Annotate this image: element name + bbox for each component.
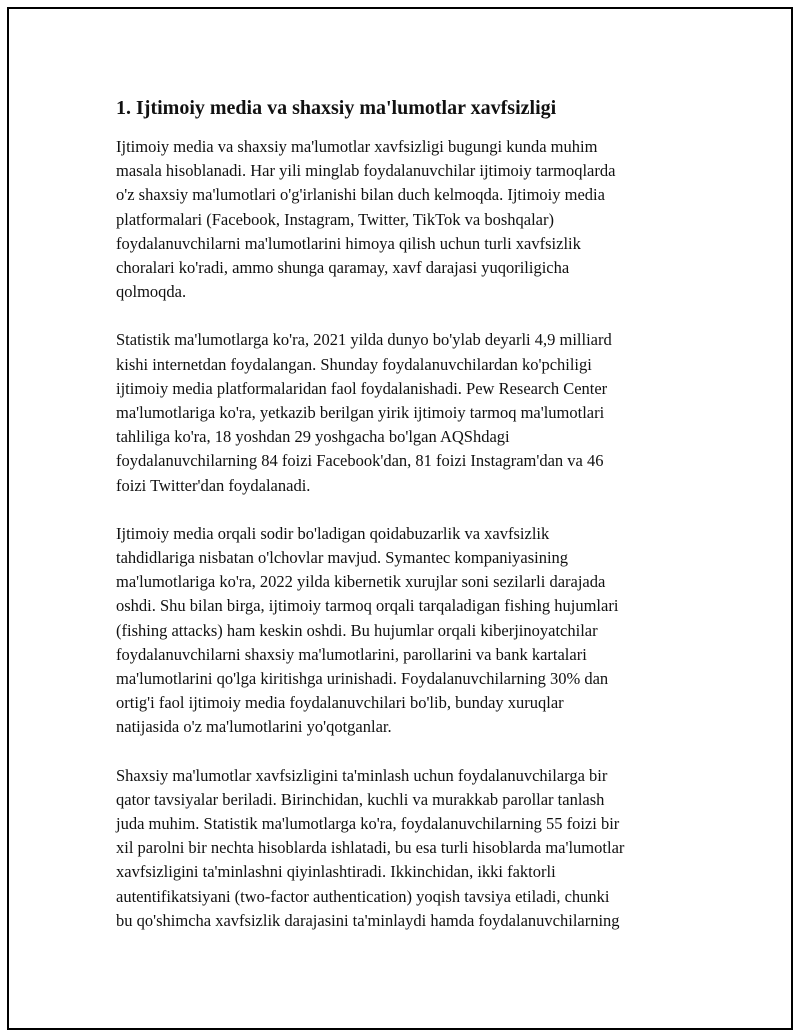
paragraph-container (116, 135, 691, 933)
text-line: Ijtimoiy media orqali sodir bo'ladigan qoidabuzarlik va xavfsizlik (116, 523, 550, 543)
text-line: ma'lumotlarini qo'lga kiritishga urinishadi. Foydalanuvchilarning 30% dan (116, 669, 609, 689)
text-line: autentifikatsiyani (two-factor authentication) yoqish tavsiya etiladi, chunki (116, 886, 610, 906)
text-line: foydalanuvchilarni shaxsiy ma'lumotlarini, parollarini va bank kartalari (116, 644, 587, 664)
text-line: juda muhim. Statistik ma'lumotlarga ko'ra, foydalanuvchilarning 55 foizi bir (116, 814, 620, 834)
text-line: Ijtimoiy media va shaxsiy ma'lumotlar xavfsizligi bugungi kunda muhim (116, 137, 598, 156)
text-line: ortig'i faol ijtimoiy media foydalanuvchilari bo'lib, bunday xuruqlar (116, 693, 564, 713)
text-line: bu qo'shimcha xavfsizlik darajasini ta'minlaydi hamda foydalanuvchilarning (116, 910, 620, 930)
text-line: masala hisoblanadi. Har yili minglab foydalanuvchilar ijtimoiy tarmoqlarda (116, 161, 616, 181)
paragraph (116, 764, 691, 933)
section-heading: 1. Ijtimoiy media va shaxsiy ma'lumotlar xavfsizligi (116, 97, 557, 119)
text-line: ijtimoiy media platformalaridan faol foydalanishadi. Pew Research Center (116, 378, 608, 398)
text-line: foydalanuvchilarning 84 foizi Facebook'dan, 81 foizi Instagram'dan va 46 (116, 451, 604, 471)
text-line: xil parolni bir nechta hisoblarda ishlatadi, bu esa turli hisoblarda ma'lumotlar (116, 838, 625, 858)
text-line: ma'lumotlariga ko'ra, 2022 yilda kibernetik xurujlar soni sezilarli darajada (116, 572, 606, 592)
text-line: oshdi. Shu bilan birga, ijtimoiy tarmoq orqali tarqaladigan fishing hujumlari (116, 596, 619, 616)
text-line: qolmoqda. (116, 282, 187, 302)
text-line: kishi internetdan foydalangan. Shunday foydalanuvchilardan ko'pchiligi (116, 354, 592, 374)
text-line: tahdidlariga nisbatan o'lchovlar mavjud. Symantec kompaniyasining (116, 548, 569, 568)
text-line: xavfsizligini ta'minlashni qiyinlashtiradi. Ikkinchidan, ikki faktorli (116, 862, 556, 882)
text-line: natijasida o'z ma'lumotlarini yo'qotganlar. (116, 717, 392, 737)
paragraph (116, 522, 691, 740)
text-line: qator tavsiyalar beriladi. Birinchidan, kuchli va murakkab parollar tanlash (116, 789, 605, 809)
text-line: platformalari (Facebook, Instagram, Twitter, TikTok va boshqalar) (116, 209, 554, 229)
text-line: foizi Twitter'dan foydalanadi. (116, 475, 311, 495)
text-line: ma'lumotlariga ko'ra, yetkazib berilgan yirik ijtimoiy tarmoq ma'lumotlari (116, 403, 605, 423)
paragraph (116, 135, 691, 304)
text-line: Statistik ma'lumotlarga ko'ra, 2021 yilda dunyo bo'ylab deyarli 4,9 milliard (116, 330, 612, 350)
text-line: tahliliga ko'ra, 18 yoshdan 29 yoshgacha bo'lgan AQShdagi (116, 427, 510, 447)
text-line: foydalanuvchilarni ma'lumotlarini himoya qilish uchun turli xavfsizlik (116, 233, 581, 253)
document-body (116, 94, 691, 957)
text-line: Shaxsiy ma'lumotlar xavfsizligini ta'minlash uchun foydalanuvchilarga bir (116, 765, 608, 785)
text-line: (fishing attacks) ham keskin oshdi. Bu hujumlar orqali kiberjinoyatchilar (116, 620, 598, 640)
text-line: o'z shaxsiy ma'lumotlari o'g'irlanishi bilan duch kelmoqda. Ijtimoiy media (116, 185, 605, 205)
paragraph (116, 328, 691, 497)
text-line: choralari ko'radi, ammo shunga qaramay, xavf darajasi yuqoriligicha (116, 258, 570, 278)
